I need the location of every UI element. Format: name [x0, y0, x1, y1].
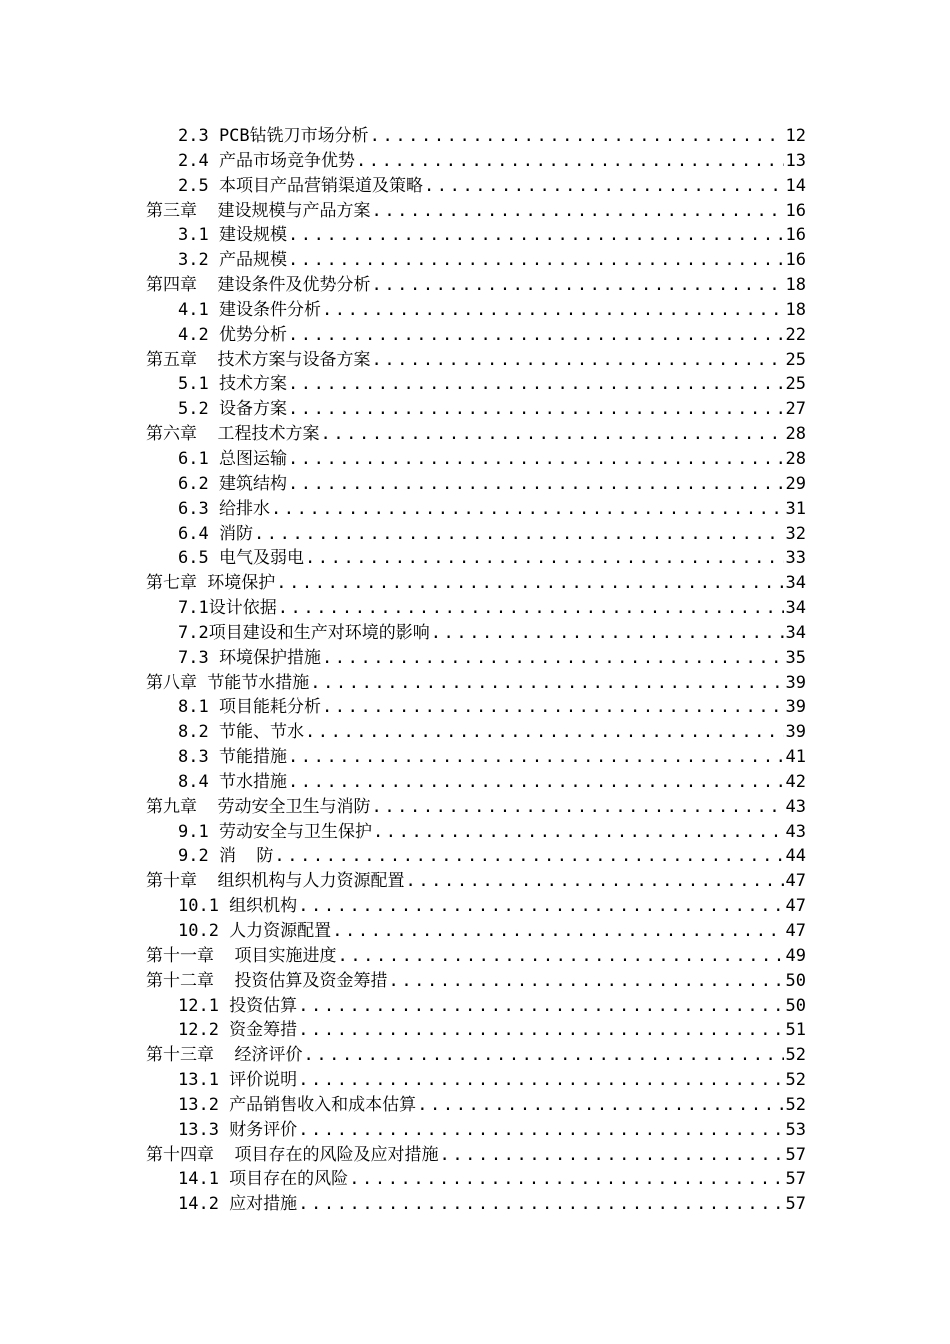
toc-entry-title: 13.3 财务评价	[178, 1119, 298, 1140]
toc-entry-title: 5.2 设备方案	[178, 399, 287, 420]
toc-entry-page-number: 32	[785, 523, 806, 544]
toc-entry-page-number: 42	[785, 771, 806, 792]
toc-dot-leader	[320, 422, 783, 447]
toc-entry-page-number: 12	[785, 126, 806, 146]
toc-entry-title: 7.2项目建设和生产对环境的影响	[178, 622, 430, 643]
toc-section-entry[interactable]	[146, 298, 806, 323]
toc-dot-leader	[305, 720, 784, 745]
toc-dot-leader	[288, 372, 784, 397]
toc-section-entry[interactable]	[146, 174, 806, 199]
toc-dot-leader	[288, 447, 784, 472]
toc-dot-leader	[322, 646, 784, 671]
toc-entry-title: 6.1 总图运输	[178, 448, 287, 469]
toc-entry-page-number: 57	[785, 1144, 806, 1165]
toc-entry-title: 14.1 项目存在的风险	[178, 1169, 349, 1190]
toc-entry-page-number: 25	[785, 374, 806, 395]
toc-chapter-entry[interactable]	[146, 1043, 806, 1068]
toc-dot-leader	[298, 1018, 783, 1043]
toc-entry-title: 2.3 PCB钻铣刀市场分析	[178, 126, 369, 146]
toc-chapter-entry[interactable]	[146, 422, 806, 447]
toc-section-entry[interactable]	[146, 820, 806, 845]
toc-entry-title: 9.1 劳动安全与卫生保护	[178, 821, 372, 842]
toc-entry-page-number: 25	[785, 349, 806, 370]
toc-dot-leader	[278, 596, 784, 621]
toc-section-entry[interactable]	[146, 1118, 806, 1143]
toc-dot-leader	[298, 894, 783, 919]
toc-entry-page-number: 39	[785, 672, 806, 693]
toc-entry-page-number: 53	[785, 1119, 806, 1140]
toc-entry-page-number: 34	[785, 622, 806, 643]
toc-section-entry[interactable]	[146, 372, 806, 397]
toc-entry-title: 4.1 建设条件分析	[178, 299, 321, 320]
toc-dot-leader	[298, 1192, 783, 1217]
toc-entry-title: 12.2 资金筹措	[178, 1020, 298, 1041]
toc-dot-leader	[288, 770, 784, 795]
toc-section-entry[interactable]	[146, 1167, 806, 1192]
toc-chapter-entry[interactable]	[146, 273, 806, 298]
toc-dot-leader	[322, 695, 784, 720]
toc-section-entry[interactable]	[146, 919, 806, 944]
toc-dot-leader	[288, 223, 784, 248]
toc-section-entry[interactable]	[146, 894, 806, 919]
toc-dot-leader	[274, 844, 783, 869]
toc-entry-title: 第三章 建设规模与产品方案	[146, 200, 371, 221]
toc-entry-title: 第六章 工程技术方案	[146, 424, 320, 445]
toc-dot-leader	[298, 1118, 783, 1143]
toc-section-entry[interactable]	[146, 745, 806, 770]
toc-entry-title: 6.2 建筑结构	[178, 473, 287, 494]
toc-section-entry[interactable]	[146, 1018, 806, 1043]
toc-entry-title: 10.1 组织机构	[178, 896, 298, 917]
toc-entry-page-number: 29	[785, 473, 806, 494]
toc-chapter-entry[interactable]	[146, 944, 806, 969]
toc-entry-page-number: 39	[785, 697, 806, 718]
toc-entry-title: 第七章 环境保护	[146, 573, 276, 594]
toc-dot-leader	[288, 248, 784, 273]
toc-section-entry[interactable]	[146, 323, 806, 348]
toc-dot-leader	[356, 149, 784, 174]
toc-entry-page-number: 52	[785, 1045, 806, 1066]
toc-section-entry[interactable]	[146, 397, 806, 422]
toc-dot-leader	[305, 546, 784, 571]
toc-dot-leader	[373, 820, 784, 845]
toc-entry-page-number: 18	[785, 275, 806, 296]
toc-entry-page-number: 16	[785, 250, 806, 271]
toc-dot-leader	[288, 323, 784, 348]
toc-dot-leader	[276, 571, 783, 596]
toc-entry-page-number: 27	[785, 399, 806, 420]
toc-entry-page-number: 33	[785, 548, 806, 569]
toc-section-entry[interactable]	[146, 124, 806, 149]
toc-entry-page-number: 43	[785, 796, 806, 817]
toc-dot-leader	[439, 1143, 783, 1168]
toc-entry-title: 8.4 节水措施	[178, 771, 287, 792]
toc-section-entry[interactable]	[146, 994, 806, 1019]
toc-entry-title: 第十四章 项目存在的风险及应对措施	[146, 1144, 439, 1165]
toc-entry-page-number: 28	[785, 448, 806, 469]
toc-dot-leader	[371, 795, 783, 820]
toc-entry-title: 第八章 节能节水措施	[146, 672, 310, 693]
toc-entry-page-number: 47	[785, 896, 806, 917]
toc-section-entry[interactable]	[146, 223, 806, 248]
toc-section-entry[interactable]	[146, 522, 806, 547]
toc-entry-title: 8.2 节能、节水	[178, 722, 304, 743]
toc-entry-title: 7.1设计依据	[178, 598, 277, 619]
toc-entry-page-number: 35	[785, 647, 806, 668]
toc-entry-title: 第四章 建设条件及优势分析	[146, 275, 371, 296]
toc-entry-title: 6.4 消防	[178, 523, 253, 544]
toc-entry-page-number: 49	[785, 945, 806, 966]
toc-dot-leader	[254, 522, 784, 547]
toc-section-entry[interactable]	[146, 149, 806, 174]
toc-entry-page-number: 52	[785, 1094, 806, 1115]
toc-dot-leader	[371, 273, 783, 298]
toc-dot-leader	[337, 944, 783, 969]
toc-chapter-entry[interactable]	[146, 571, 806, 596]
toc-section-entry[interactable]	[146, 844, 806, 869]
toc-dot-leader	[298, 1068, 783, 1093]
toc-entry-title: 4.2 优势分析	[178, 324, 287, 345]
toc-dot-leader	[271, 497, 784, 522]
toc-section-entry[interactable]	[146, 546, 806, 571]
toc-dot-leader	[370, 124, 784, 149]
toc-entry-title: 第十二章 投资估算及资金筹措	[146, 970, 388, 991]
toc-dot-leader	[417, 1093, 783, 1118]
toc-section-entry[interactable]	[146, 472, 806, 497]
toc-chapter-entry[interactable]	[146, 969, 806, 994]
toc-entry-title: 第五章 技术方案与设备方案	[146, 349, 371, 370]
toc-entry-page-number: 31	[785, 498, 806, 519]
toc-entry-page-number: 43	[785, 821, 806, 842]
toc-entry-title: 8.3 节能措施	[178, 747, 287, 768]
toc-entry-title: 第十一章 项目实施进度	[146, 945, 337, 966]
toc-entry-page-number: 57	[785, 1169, 806, 1190]
toc-section-entry[interactable]	[146, 621, 806, 646]
toc-chapter-entry[interactable]	[146, 1143, 806, 1168]
toc-entry-page-number: 28	[785, 424, 806, 445]
toc-entry-title: 第十章 组织机构与人力资源配置	[146, 871, 405, 892]
table-of-contents	[146, 124, 806, 1217]
toc-dot-leader	[303, 1043, 783, 1068]
toc-entry-page-number: 39	[785, 722, 806, 743]
toc-entry-title: 13.2 产品销售收入和成本估算	[178, 1094, 417, 1115]
toc-section-entry[interactable]	[146, 720, 806, 745]
toc-dot-leader	[332, 919, 783, 944]
toc-dot-leader	[405, 869, 783, 894]
toc-chapter-entry[interactable]	[146, 348, 806, 373]
toc-section-entry[interactable]	[146, 596, 806, 621]
toc-entry-page-number: 51	[785, 1020, 806, 1041]
toc-dot-leader	[349, 1167, 783, 1192]
toc-dot-leader	[322, 298, 784, 323]
toc-dot-leader	[288, 472, 784, 497]
toc-entry-title: 10.2 人力资源配置	[178, 921, 332, 941]
toc-dot-leader	[388, 969, 783, 994]
toc-dot-leader	[424, 174, 784, 199]
toc-entry-title: 13.1 评价说明	[178, 1070, 298, 1091]
toc-entry-title: 9.2 消 防	[178, 846, 274, 867]
toc-section-entry[interactable]	[146, 695, 806, 720]
toc-dot-leader	[288, 397, 784, 422]
toc-entry-page-number: 34	[785, 573, 806, 594]
toc-entry-page-number: 14	[785, 175, 806, 196]
toc-chapter-entry[interactable]	[146, 869, 806, 894]
toc-entry-page-number: 18	[785, 299, 806, 320]
toc-section-entry[interactable]	[146, 1093, 806, 1118]
toc-entry-page-number: 50	[785, 995, 806, 1016]
toc-entry-page-number: 47	[785, 921, 806, 941]
toc-chapter-entry[interactable]	[146, 199, 806, 224]
toc-entry-title: 3.2 产品规模	[178, 250, 287, 271]
toc-entry-page-number: 16	[785, 225, 806, 246]
toc-dot-leader	[371, 348, 783, 373]
toc-dot-leader	[288, 745, 784, 770]
toc-entry-title: 2.4 产品市场竞争优势	[178, 150, 355, 171]
toc-entry-page-number: 16	[785, 200, 806, 221]
toc-entry-title: 8.1 项目能耗分析	[178, 697, 321, 718]
toc-entry-title: 6.3 给排水	[178, 498, 270, 519]
toc-entry-page-number: 34	[785, 598, 806, 619]
toc-entry-title: 3.1 建设规模	[178, 225, 287, 246]
toc-entry-title: 5.1 技术方案	[178, 374, 287, 395]
toc-section-entry[interactable]	[146, 1068, 806, 1093]
toc-entry-title: 14.2 应对措施	[178, 1194, 298, 1215]
toc-entry-title: 6.5 电气及弱电	[178, 548, 304, 569]
toc-section-entry[interactable]	[146, 1192, 806, 1217]
toc-section-entry[interactable]	[146, 770, 806, 795]
toc-dot-leader	[298, 994, 783, 1019]
toc-entry-page-number: 13	[785, 150, 806, 171]
toc-entry-title: 7.3 环境保护措施	[178, 647, 321, 668]
toc-section-entry[interactable]	[146, 447, 806, 472]
toc-chapter-entry[interactable]	[146, 795, 806, 820]
toc-entry-page-number: 57	[785, 1194, 806, 1215]
toc-chapter-entry[interactable]	[146, 671, 806, 696]
toc-entry-page-number: 50	[785, 970, 806, 991]
toc-entry-page-number: 47	[785, 871, 806, 892]
toc-entry-title: 第九章 劳动安全卫生与消防	[146, 796, 371, 817]
toc-dot-leader	[310, 671, 783, 696]
toc-dot-leader	[371, 199, 783, 224]
toc-entry-title: 2.5 本项目产品营销渠道及策略	[178, 175, 423, 196]
toc-section-entry[interactable]	[146, 646, 806, 671]
toc-entry-page-number: 41	[785, 747, 806, 768]
toc-entry-title: 12.1 投资估算	[178, 995, 298, 1016]
toc-entry-title: 第十三章 经济评价	[146, 1045, 303, 1066]
toc-dot-leader	[431, 621, 784, 646]
toc-entry-page-number: 52	[785, 1070, 806, 1091]
toc-entry-page-number: 22	[785, 324, 806, 345]
toc-section-entry[interactable]	[146, 497, 806, 522]
toc-entry-page-number: 44	[785, 846, 806, 867]
toc-section-entry[interactable]	[146, 248, 806, 273]
